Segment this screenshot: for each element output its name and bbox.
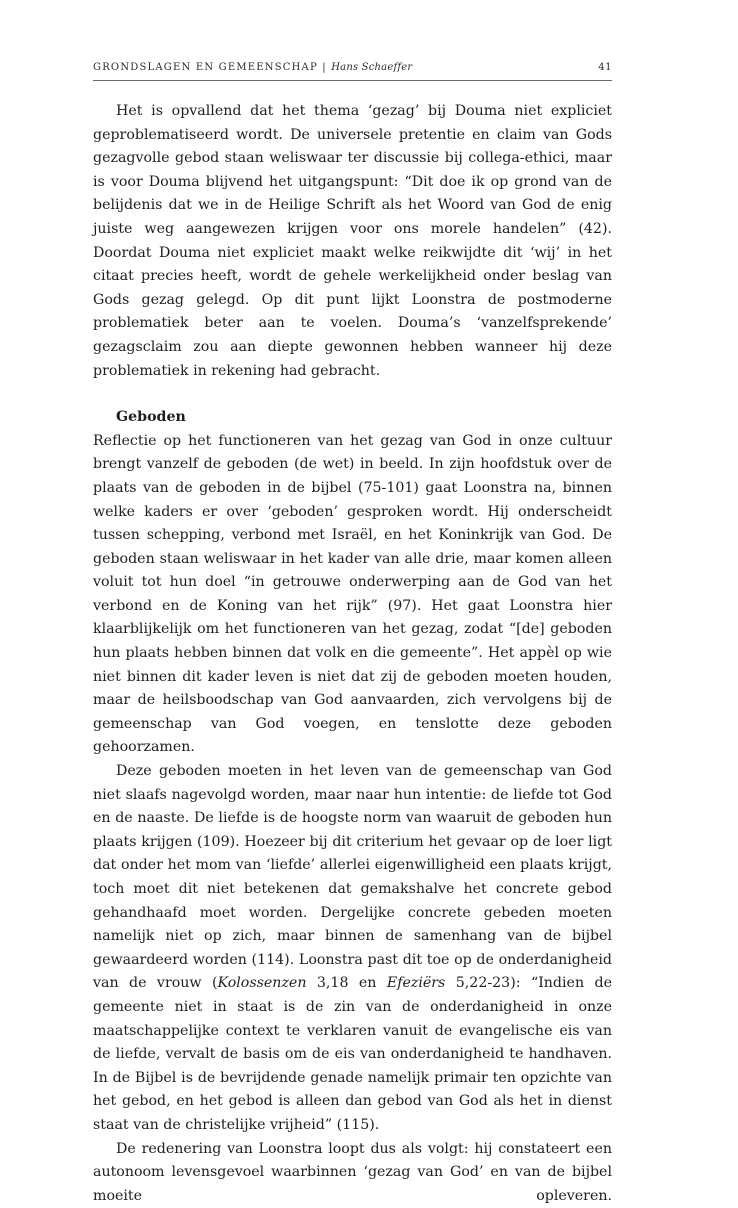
page-number: 41 bbox=[598, 62, 612, 73]
paragraph-2: Reflectie op het functioneren van het gezag van God in onze cultuur brengt vanzelf de geboden (de wet) in beeld. In zijn hoofdstuk over de plaats van de geboden in de bijbel (75-101) gaat Loonstra na, binnen welke kaders er over ‘geboden’ gesproken wordt. Hij onderscheidt tussen schepping, verbond met Israël, en het Koninkrijk van God. De geboden staan weliswaar in het kader van alle drie, maar komen alleen voluit tot hun doel “in getrouwe onderwerping aan de God van het verbond en de Koning van het rijk” (97). Het gaat Loonstra hier klaarblijkelijk om het functioneren van het gezag, zodat “[de] geboden hun plaats hebben binnen dat volk en die gemeente”. Het appèl op wie niet binnen dit kader leven is niet dat zij de geboden moeten houden, maar de heilsboodschap van God aanvaarden, zich vervolgens bij de gemeenschap van God voegen, en tenslotte deze geboden gehoorzamen. bbox=[93, 432, 612, 756]
header-separator: | bbox=[317, 62, 332, 73]
paragraph-3-part-3: 5,22-23): “Indien de gemeente niet in staat is de zin van de onderdanigheid in onze maatschappelijke context te verklaren vanuit de evangelische eis van de liefde, vervalt de basis om de eis van onderdanigheid te handhaven. In de Bijbel is de bevrijdende genade namelijk primair ten opzichte van het gebod, en het gebod is alleen dan gebod van God als het in dienst staat van de christelijke vrijheid” (115). bbox=[93, 975, 612, 1133]
header-rule bbox=[93, 80, 612, 81]
paragraph-4: De redenering van Loonstra loopt dus als volgt: hij constateert een autonoom levensgevoel waarbinnen ‘gezag van God’ en van de bijbel moeite opleveren. bbox=[93, 1140, 612, 1204]
section-heading: Geboden bbox=[116, 409, 186, 426]
header-author: Hans Schaeffer bbox=[331, 62, 413, 73]
running-title: GRONDSLAGEN EN GEMEENSCHAP bbox=[93, 62, 318, 73]
page-body bbox=[93, 100, 612, 1208]
reference-kolossenzen: Kolossenzen bbox=[217, 975, 307, 992]
running-header bbox=[93, 62, 612, 73]
section-gap bbox=[93, 383, 612, 406]
paragraph-3 bbox=[93, 760, 612, 1138]
paragraph-3-part-1: Deze geboden moeten in het leven van de gemeenschap van God niet slaafs nagevolgd worden, maar naar hun intentie: de liefde tot God en de naaste. De liefde is de hoogste norm van waaruit de geboden hun plaats krijgen (109). Hoezeer bij dit criterium het gevaar op de loer ligt dat onder het mom van ‘liefde’ allerlei eigenwilligheid een plaats krijgt, toch moet dit niet betekenen dat gemakshalve het concrete gebod gehandhaafd moet worden. Dergelijke concrete gebeden moeten namelijk niet op zich, maar binnen de samenhang van de bijbel gewaardeerd worden (114). Loonstra past dit toe op de onderdanigheid van de vrouw ( bbox=[93, 763, 612, 992]
paragraph-3-part-2: 3,18 en bbox=[306, 975, 387, 992]
reference-efeziers: Efeziërs bbox=[386, 975, 446, 992]
paragraph-1: Het is opvallend dat het thema ‘gezag’ bij Douma niet expliciet geproblematiseerd wordt. De universele pretentie en claim van Gods gezagvolle gebod staan weliswaar ter discussie bij collega-ethici, maar is voor Douma blijvend het uitgangspunt: “Dit doe ik op grond van de belijdenis dat we in de Heilige Schrift als het Woord van God de enig juiste weg aangewezen krijgen voor ons morele handelen” (42). Doordat Douma niet expliciet maakt welke reikwijdte dit ‘wij’ in het citaat precies heeft, wordt de gehele werkelijkheid onder beslag van Gods gezag gelegd. Op dit punt lijkt Loonstra de postmoderne problematiek beter aan te voelen. Douma’s ‘vanzelfsprekende’ gezagsclaim zou aan diepte gewonnen hebben wanneer hij deze problematiek in rekening had gebracht. bbox=[93, 103, 612, 379]
